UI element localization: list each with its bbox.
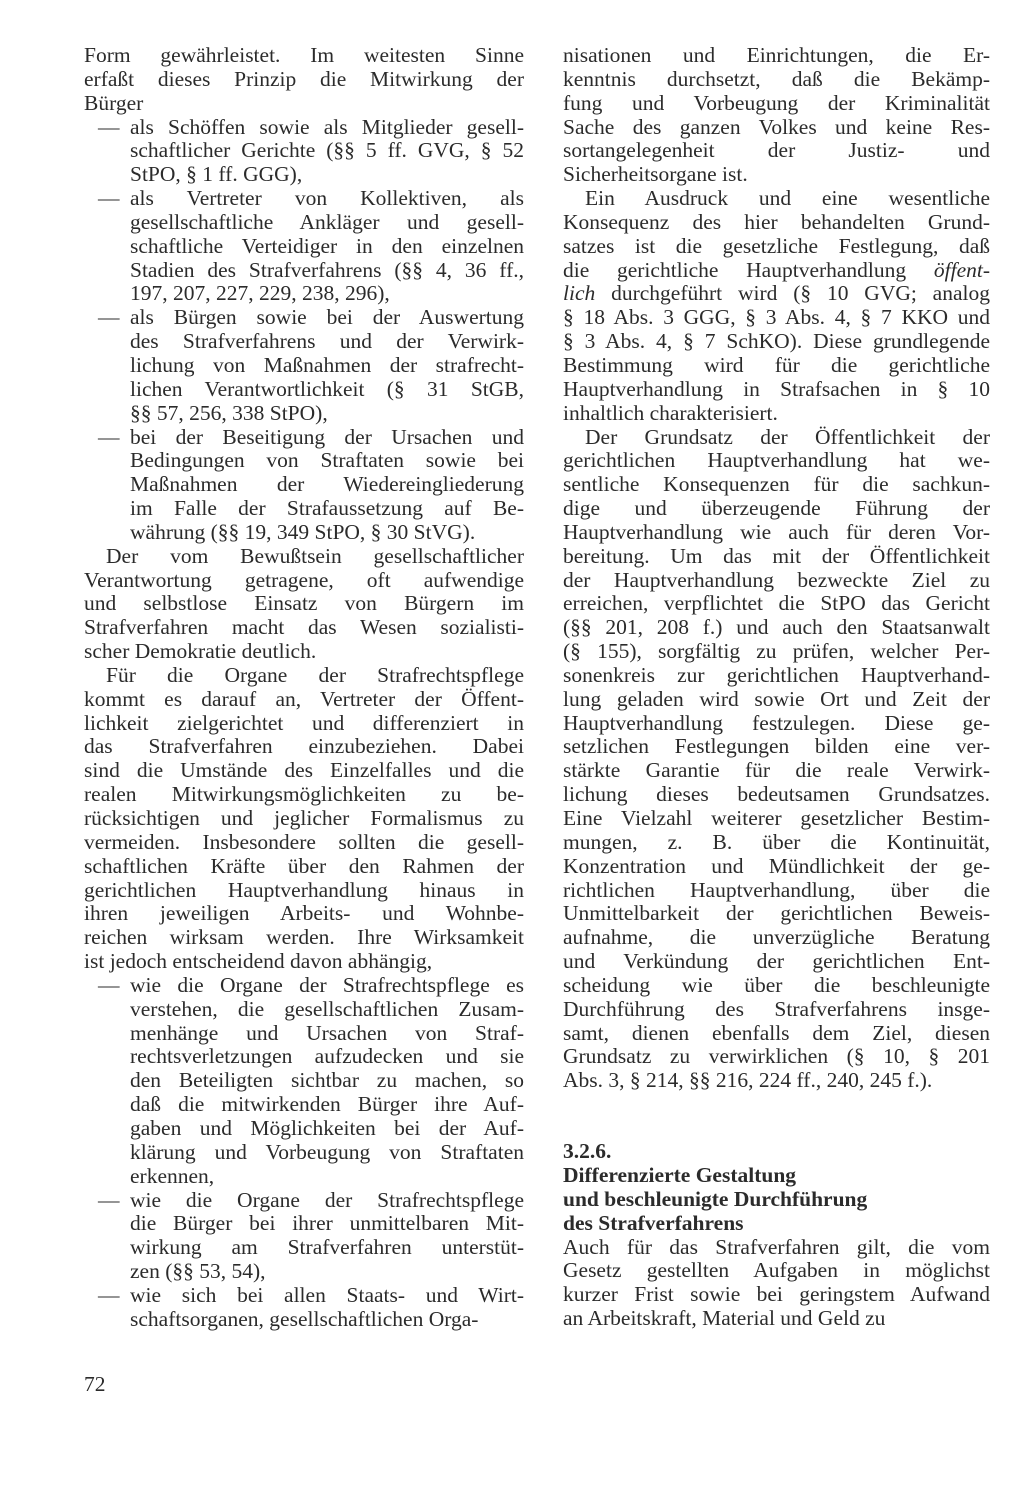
paragraph-line: und selbstlose Einsatz von Bürgern im (84, 592, 524, 616)
list-item-line (84, 449, 524, 473)
list-item-text: lichen Verantwortlichkeit (§ 31 StGB, (130, 377, 524, 401)
list-item (84, 426, 524, 545)
list-item-text: Stadien des Strafverfahrens (§§ 4, 36 ff., (130, 258, 524, 282)
paragraph-line: scheidung wie über die beschleunigte (563, 973, 990, 997)
section-gap (563, 1093, 990, 1140)
paragraph-line: Der vom Bewußtsein gesellschaftlicher (106, 544, 524, 568)
list-item-text: 197, 207, 227, 229, 238, 296), (130, 282, 390, 306)
paragraph-line: stärkte Garantie für die reale Verwirk- (563, 759, 990, 783)
paragraph-line: Durchführung des Strafverfahrens insge- (563, 997, 990, 1021)
list-item-text: zen (§§ 53, 54), (130, 1260, 266, 1284)
list-item-line (84, 1236, 524, 1260)
list-item-line (84, 521, 524, 545)
paragraph-line: Sache des ganzen Volkes und keine Res- (563, 115, 990, 139)
paragraph-line: dige und überzeugende Führung der (563, 497, 990, 521)
paragraph-line: setzlichen Festlegungen bilden eine ver- (563, 735, 990, 759)
list-dash: — (98, 186, 120, 211)
list-item-text: erkennen, (130, 1164, 215, 1188)
list-item-text: rechtsverletzungen aufzudecken und sie (130, 1045, 524, 1069)
list-item-text: §§ 57, 256, 338 StPO), (130, 401, 328, 425)
paragraph-line: bereitung. Um das mit der Öffentlichkeit (563, 544, 990, 568)
list-item-line (84, 1212, 524, 1236)
section-number: 3.2.6. (563, 1139, 612, 1164)
paragraph-line: (§ 155), sorgfältig zu prüfen, welcher Per- (563, 640, 990, 664)
paragraph-line: vermeiden. Insbesondere sollten die gesell- (84, 830, 524, 854)
paragraph-line: scher Demokratie deutlich. (84, 640, 317, 664)
list-item-text: die Bürger bei ihrer unmittelbaren Mit- (130, 1212, 524, 1236)
paragraph-line: erfaßt dieses Prinzip die Mitwirkung der (84, 67, 524, 91)
list-item-line (84, 163, 524, 187)
list-item (84, 1284, 524, 1332)
list-item-text: als Bürgen sowie bei der Auswertung (130, 306, 524, 330)
list-dash: — (98, 114, 120, 139)
paragraph-line: Für die Organe der Strafrechtspflege (106, 663, 524, 687)
paragraph-line: (§§ 201, 208 f.) und auch den Staatsanwalt (563, 616, 990, 640)
list-item-text: wie sich bei allen Staats- und Wirt- (130, 1283, 524, 1307)
paragraph-line: mungen, z. B. über die Kontinuität, (563, 830, 990, 854)
paragraph-line: ihren jeweiligen Arbeits- und Wohnbe- (84, 902, 524, 926)
paragraph-line: Grundsatz zu verwirklichen (§ 10, § 201 (563, 1045, 990, 1069)
list-item-line (84, 402, 524, 426)
list-item-text: bei der Beseitigung der Ursachen und (130, 425, 524, 449)
paragraph-line: sind die Umstände des Einzelfalles und die (84, 759, 524, 783)
paragraph-line: Eine Vielzahl weiterer gesetzlicher Bestim- (563, 807, 990, 830)
list-item-text: wie die Organe der Strafrechtspflege (130, 1188, 524, 1212)
list-item-line (84, 426, 524, 450)
list-dash: — (98, 424, 120, 449)
paragraph-line: und Verkündung der gerichtlichen Ent- (563, 950, 990, 974)
paragraph-line: § 18 Abs. 3 GGG, § 3 Abs. 4, § 7 KKO und (563, 306, 990, 330)
paragraph-line: gerichtlichen Hauptverhandlung hat we- (563, 449, 990, 473)
paragraph-line: sonenkreis zur gerichtlichen Hauptverhand- (563, 663, 990, 687)
list-item-text: StPO, § 1 ff. GGG), (130, 163, 303, 187)
list-dash: — (98, 972, 120, 997)
list-item-text: schaftsorganen, gesellschaftlichen Orga- (130, 1307, 479, 1331)
paragraph-line: schaftlichen Kräfte über den Rahmen der (84, 854, 524, 878)
paragraph-line: lichkeit zielgerichtet und differenziert in (84, 711, 524, 735)
list-item-line (84, 306, 524, 330)
list-item-line (84, 1069, 524, 1093)
list-item-text: verstehen, die gesellschaftlichen Zusam- (130, 997, 524, 1021)
section-title: Differenzierte Gestaltung (563, 1162, 797, 1187)
paragraph-line: Bürger (84, 91, 144, 115)
list-item (84, 187, 524, 306)
list-item-line (84, 354, 524, 378)
paragraph-line: Unmittelbarkeit der gerichtlichen Beweis- (563, 902, 990, 926)
paragraph-line: nisationen und Einrichtungen, die Er- (563, 44, 990, 67)
list-item-line (84, 116, 524, 140)
paragraph-line: Hauptverhandlung festzulegen. Diese ge- (563, 711, 990, 735)
paragraph-line: Gesetz gestellten Aufgaben in möglichst (563, 1259, 990, 1283)
list-item-line (84, 378, 524, 402)
paragraph-line: Der Grundsatz der Öffentlichkeit der (585, 425, 990, 449)
paragraph-line: rücksichtigen und jeglicher Formalismus zu (84, 807, 524, 830)
paragraph-line: Hauptverhandlung in Strafsachen in § 10 (563, 377, 990, 401)
right-column (563, 44, 990, 1331)
list-item-line (84, 473, 524, 497)
paragraph-line: Verantwortung getragene, oft aufwendige (84, 568, 524, 592)
paragraph-line: realen Mitwirkungsmöglichkeiten zu be- (84, 783, 524, 807)
paragraph-line: Ein Ausdruck und eine wesentliche (585, 187, 990, 211)
paragraph-line: die gerichtliche Hauptverhandlung öffent- (563, 258, 990, 282)
list-item-line (84, 139, 524, 163)
list-item (84, 1189, 524, 1284)
list-item-line (84, 330, 524, 354)
list-item-line (84, 1260, 524, 1284)
list-item-text: als Vertreter von Kollektiven, als (130, 187, 524, 211)
section-title: und beschleunigte Durchführung (563, 1186, 868, 1211)
paragraph-line: Form gewährleistet. Im weitesten Sinne (84, 44, 524, 67)
list-item-text: schaftlicher Gerichte (§§ 5 ff. GVG, § 52 (130, 139, 524, 163)
list-item-line (84, 998, 524, 1022)
list-item-text: des Strafverfahrens und der Verwirk- (130, 330, 524, 354)
list-item-text: klärung und Vorbeugung von Straftaten (130, 1140, 524, 1164)
list-item (84, 974, 524, 1189)
list-item-text: gaben und Möglichkeiten bei der Auf- (130, 1116, 524, 1140)
paragraph-line: § 3 Abs. 4, § 7 SchKO). Diese grundlegende (563, 330, 990, 354)
list-item-line (84, 235, 524, 259)
paragraph-line: Konsequenz des hier behandelten Grund- (563, 210, 990, 234)
list-item-line (84, 282, 524, 306)
list-item-line (84, 974, 524, 998)
list-item (84, 116, 524, 188)
paragraph-line: lichung dieses bedeutsamen Grundsatzes. (563, 783, 990, 807)
list-item-text: daß die mitwirkenden Bürger ihre Auf- (130, 1093, 524, 1117)
list-item-line (84, 1189, 524, 1213)
list-item-line (84, 1308, 524, 1332)
paragraph-line: ist jedoch entscheidend davon abhängig, (84, 950, 433, 974)
paragraph-line: Auch für das Strafverfahren gilt, die vom (563, 1235, 990, 1259)
list-item-text: im Falle der Strafaussetzung auf Be- (130, 497, 524, 521)
paragraph-line: gerichtlichen Hauptverhandlung hinaus in (84, 878, 524, 902)
left-column (84, 44, 524, 1332)
paragraph-line: lich durchgeführt wird (§ 10 GVG; analog (563, 282, 990, 306)
list-item-text: lichung von Maßnahmen der strafrecht- (130, 353, 524, 377)
list-dash: — (98, 1187, 120, 1212)
paragraph-line: das Strafverfahren einzubeziehen. Dabei (84, 735, 524, 759)
list-item-line (84, 259, 524, 283)
list-item-text: gesellschaftliche Ankläger und gesell- (130, 210, 524, 234)
list-item-text: wie die Organe der Strafrechtspflege es (130, 973, 524, 997)
paragraph-line: Hauptverhandlung wie auch für deren Vor- (563, 520, 990, 544)
list-item-text: als Schöffen sowie als Mitglieder gesell- (130, 115, 524, 139)
list-item-line (84, 211, 524, 235)
list-item-line (84, 497, 524, 521)
paragraph-line: sortangelegenheit der Justiz- und (563, 139, 990, 163)
list-item-line (84, 1284, 524, 1308)
paragraph-line: samt, dienen ebenfalls dem Ziel, diesen (563, 1021, 990, 1045)
list-item-line (84, 1141, 524, 1165)
paragraph-line: kurzer Frist sowie bei geringstem Aufwand (563, 1283, 990, 1307)
paragraph-line: richtlichen Hauptverhandlung, über die (563, 878, 990, 902)
paragraph-line: erreichen, verpflichtet die StPO das Gericht (563, 592, 990, 616)
list-item-line (84, 1045, 524, 1069)
list-dash: — (98, 1282, 120, 1307)
list-item-line (84, 1093, 524, 1117)
paragraph-line: aufnahme, die unverzügliche Beratung (563, 926, 990, 950)
section-title: des Strafverfahrens (563, 1210, 744, 1235)
list-item-text: wirkung am Strafverfahren unterstüt- (130, 1236, 524, 1260)
paragraph-line: Sicherheitsorgane ist. (563, 163, 748, 187)
paragraph-line: sentliche Konsequenzen für die sachkun- (563, 473, 990, 497)
list-dash: — (98, 305, 120, 330)
paragraph-line: Konzentration und Mündlichkeit der ge- (563, 854, 990, 878)
paragraph-line: inhaltlich charakterisiert. (563, 401, 778, 425)
paragraph-line: an Arbeitskraft, Material und Geld zu (563, 1307, 886, 1331)
paragraph-line: der Hauptverhandlung bezweckte Ziel zu (563, 568, 990, 592)
list-item-text: Bedingungen von Straftaten sowie bei (130, 449, 524, 473)
list-item-text: schaftliche Verteidiger in den einzelnen (130, 234, 524, 258)
paragraph-line: Strafverfahren macht das Wesen sozialisti- (84, 616, 524, 640)
paragraph-line: Abs. 3, § 214, §§ 216, 224 ff., 240, 245 f.). (563, 1069, 933, 1093)
paragraph-line: fung und Vorbeugung der Kriminalität (563, 91, 990, 115)
list-item-text: den Beteiligten sichtbar zu machen, so (130, 1069, 524, 1093)
paragraph-line: kenntnis durchsetzt, daß die Bekämp- (563, 67, 990, 91)
list-item-text: menhänge und Ursachen von Straf- (130, 1021, 524, 1045)
paragraph-line: Bestimmung wird für die gerichtliche (563, 353, 990, 377)
list-item-line (84, 1165, 524, 1189)
list-item-text: Maßnahmen der Wiedereingliederung (130, 473, 524, 497)
paragraph-line: kommt es darauf an, Vertreter der Öffent- (84, 687, 524, 711)
page-number: 72 (84, 1372, 106, 1396)
list-item-line (84, 1022, 524, 1046)
paragraph-line: satzes ist die gesetzliche Festlegung, daß (563, 234, 990, 258)
paragraph-line: lung geladen wird sowie Ort und Zeit der (563, 687, 990, 711)
list-item-line (84, 187, 524, 211)
paragraph-line: reichen wirksam werden. Ihre Wirksamkeit (84, 926, 524, 950)
list-item-text: währung (§§ 19, 349 StPO, § 30 StVG). (130, 520, 476, 544)
list-item-line (84, 1117, 524, 1141)
list-item (84, 306, 524, 425)
